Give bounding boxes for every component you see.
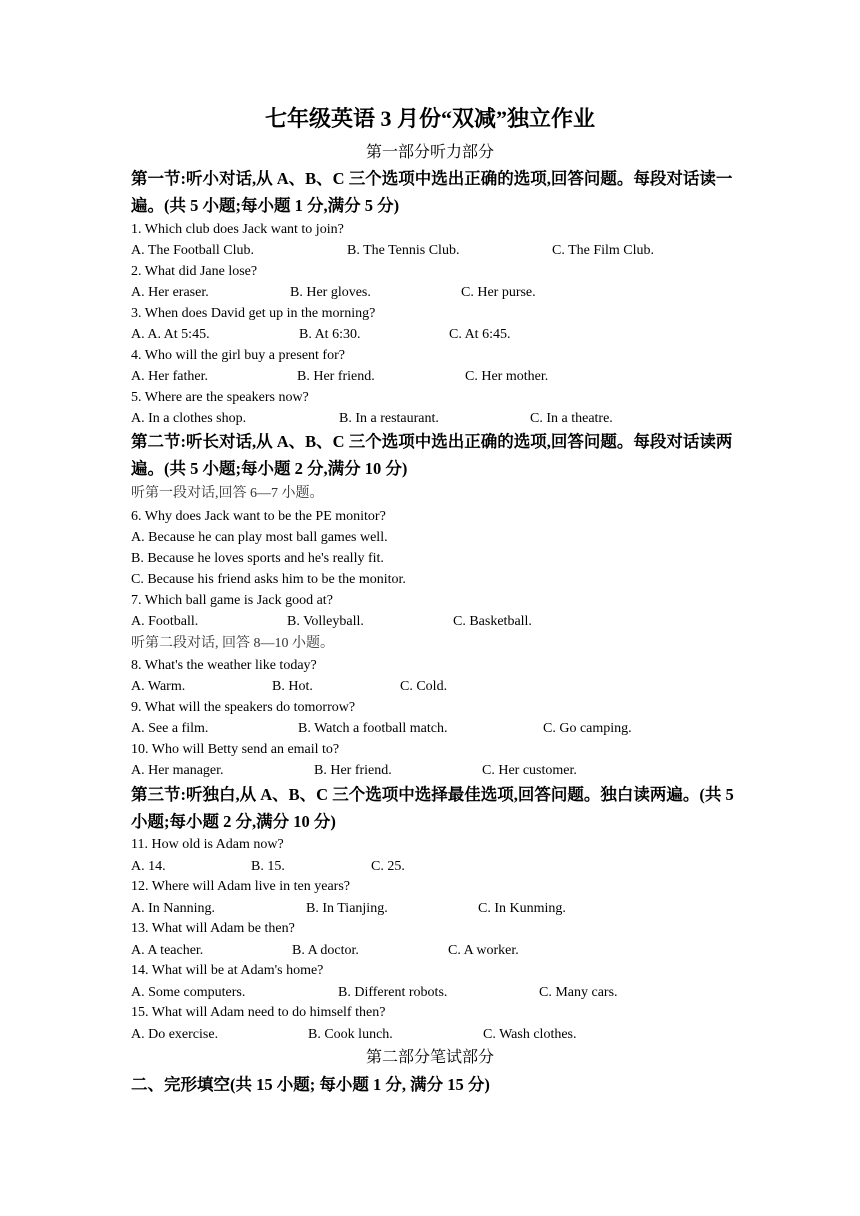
q11-option-a: A. 14.: [131, 859, 166, 874]
q6-option-b: B. Because he loves sports and he's really fit.: [131, 551, 384, 566]
q2-option-b: B. Her gloves.: [290, 285, 371, 300]
listening-note-2: 听第二段对话, 回答 8—10 小题。: [131, 636, 334, 651]
q8-option-c: C. Cold.: [400, 679, 448, 694]
question-14: 14. What will be at Adam's home?: [131, 963, 324, 978]
q14-option-a: A. Some computers.: [131, 985, 246, 1000]
q9-option-b: B. Watch a football match.: [298, 721, 448, 736]
question-3: 3. When does David get up in the morning?: [131, 306, 376, 321]
q13-option-b: B. A doctor.: [292, 943, 359, 958]
question-15: 15. What will Adam need to do himself then?: [131, 1005, 386, 1020]
part1-title: 第一部分听力部分: [365, 144, 494, 161]
q13-option-c: C. A worker.: [448, 943, 519, 958]
q5-option-a: A. In a clothes shop.: [131, 411, 247, 426]
q14-option-b: B. Different robots.: [338, 985, 448, 1000]
q4-option-a: A. Her father.: [131, 369, 208, 384]
question-5: 5. Where are the speakers now?: [131, 390, 309, 405]
q5-option-c: C. In a theatre.: [530, 411, 613, 426]
question-4: 4. Who will the girl buy a present for?: [131, 348, 345, 363]
q10-option-c: C. Her customer.: [482, 763, 577, 778]
section2-heading: 第二节:听长对话,从 A、B、C 三个选项中选出正确的选项,回答问题。每段对话读两遍。(共 5 小题;每小题 2 分,满分 10 分): [131, 432, 733, 478]
q7-option-c: C. Basketball.: [453, 614, 532, 629]
q10-option-a: A. Her manager.: [131, 763, 224, 778]
q1-option-c: C. The Film Club.: [552, 243, 655, 258]
q4-option-c: C. Her mother.: [465, 369, 549, 384]
question-11: 11. How old is Adam now?: [131, 837, 284, 852]
question-10: 10. Who will Betty send an email to?: [131, 742, 340, 757]
question-7: 7. Which ball game is Jack good at?: [131, 593, 333, 608]
q5-option-b: B. In a restaurant.: [339, 411, 439, 426]
q8-option-a: A. Warm.: [131, 679, 186, 694]
q12-option-b: B. In Tianjing.: [306, 901, 388, 916]
q15-option-a: A. Do exercise.: [131, 1027, 219, 1042]
section3-heading: 第三节:听独白,从 A、B、C 三个选项中选择最佳选项,回答问题。独白读两遍。(共 5 小题;每小题 2 分,满分 10 分): [131, 785, 734, 831]
q4-option-b: B. Her friend.: [297, 369, 375, 384]
question-2: 2. What did Jane lose?: [131, 264, 258, 279]
q15-option-b: B. Cook lunch.: [308, 1027, 393, 1042]
q12-option-c: C. In Kunming.: [478, 901, 566, 916]
q3-option-c: C. At 6:45.: [449, 327, 511, 342]
q7-option-b: B. Volleyball.: [287, 614, 364, 629]
q6-option-a: A. Because he can play most ball games well.: [131, 530, 388, 545]
q2-option-c: C. Her purse.: [461, 285, 536, 300]
q14-option-c: C. Many cars.: [539, 985, 618, 1000]
q11-option-c: C. 25.: [371, 859, 405, 874]
section1-heading: 第一节:听小对话,从 A、B、C 三个选项中选出正确的选项,回答问题。每段对话读一遍。(共 5 小题;每小题 1 分,满分 5 分): [131, 169, 733, 215]
q10-option-b: B. Her friend.: [314, 763, 392, 778]
q1-option-a: A. The Football Club.: [131, 243, 255, 258]
q9-option-a: A. See a film.: [131, 721, 209, 736]
q11-option-b: B. 15.: [251, 859, 285, 874]
q8-option-b: B. Hot.: [272, 679, 313, 694]
question-12: 12. Where will Adam live in ten years?: [131, 879, 351, 894]
q12-option-a: A. In Nanning.: [131, 901, 215, 916]
document-title: 七年级英语 3 月份“双减”独立作业: [264, 106, 595, 131]
q3-option-a: A. A. At 5:45.: [131, 327, 210, 342]
q6-option-c: C. Because his friend asks him to be the monitor.: [131, 572, 406, 587]
q3-option-b: B. At 6:30.: [299, 327, 361, 342]
section4-heading: 二、完形填空(共 15 小题; 每小题 1 分, 满分 15 分): [131, 1075, 490, 1094]
q15-option-c: C. Wash clothes.: [483, 1027, 577, 1042]
q2-option-a: A. Her eraser.: [131, 285, 209, 300]
q9-option-c: C. Go camping.: [543, 721, 632, 736]
listening-note-1: 听第一段对话,回答 6—7 小题。: [131, 486, 324, 501]
q7-option-a: A. Football.: [131, 614, 199, 629]
q1-option-b: B. The Tennis Club.: [347, 243, 460, 258]
question-6: 6. Why does Jack want to be the PE monitor?: [131, 509, 386, 524]
question-13: 13. What will Adam be then?: [131, 921, 295, 936]
part2-title: 第二部分笔试部分: [365, 1049, 494, 1066]
question-9: 9. What will the speakers do tomorrow?: [131, 700, 356, 715]
question-8: 8. What's the weather like today?: [131, 658, 317, 673]
question-1: 1. Which club does Jack want to join?: [131, 222, 344, 237]
q13-option-a: A. A teacher.: [131, 943, 204, 958]
